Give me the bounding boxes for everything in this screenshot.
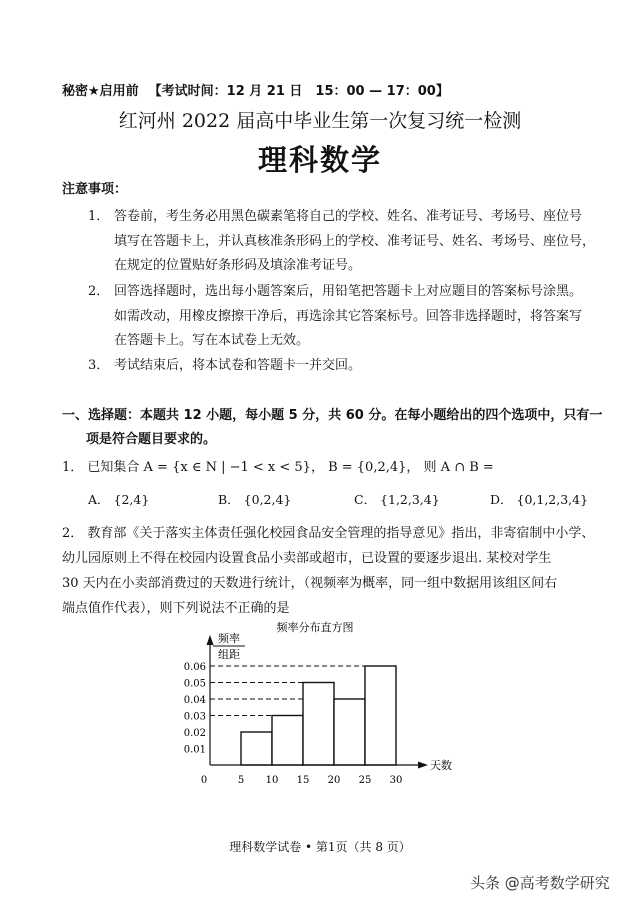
x-tick-label: 10 bbox=[265, 775, 279, 785]
note-1-line-1: 1． 答卷前，考生务必用黑色碳素笔将自己的学校、姓名、准考证号、考场号、座位号 bbox=[88, 209, 583, 224]
y-tick-label: 0.01 bbox=[183, 744, 206, 756]
secret-label: 秘密★启用前 bbox=[62, 84, 139, 99]
q1-option-d: D． {0,1,2,3,4} bbox=[490, 492, 589, 507]
y-tick-label: 0.04 bbox=[183, 695, 206, 706]
histogram bbox=[0, 615, 640, 785]
note-2-line-3: 在答题卡上。写在本试卷上无效。 bbox=[114, 333, 310, 348]
q1-option-c: C． {1,2,3,4} bbox=[354, 492, 440, 507]
histogram-bar bbox=[303, 683, 334, 766]
exam-time: 【考试时间：12 月 21 日 15：00 — 17：00】 bbox=[148, 84, 449, 99]
note-2-line-1: 2． 回答选择题时，选出每小题答案后，用铅笔把答题卡上对应题目的答案标号涂黑。 bbox=[88, 284, 583, 299]
histogram-bar bbox=[334, 699, 365, 765]
q2-line-4: 端点值作代表），则下列说法不正确的是 bbox=[62, 601, 290, 616]
x-tick-label: 25 bbox=[358, 775, 372, 785]
exam-title: 红河州 2022 届高中毕业生第一次复习统一检测 bbox=[118, 110, 522, 132]
histogram-bar bbox=[365, 666, 396, 765]
q2-line-3: 30 天内在小卖部消费过的天数进行统计，（视频率为概率，同一组中数据用该组区间右 bbox=[62, 576, 558, 591]
watermark: 头条 @高考数学研究 bbox=[470, 874, 610, 892]
histogram-bar bbox=[241, 732, 272, 765]
section1-line-1: 一、选择题：本题共 12 小题，每小题 5 分，共 60 分。在每小题给出的四个选项中，只有一 bbox=[62, 408, 603, 423]
histogram-bar bbox=[272, 716, 303, 766]
q1-stem: 1． 已知集合 A = {x ∈ N | −1 < x < 5}， B = {0,2,4}， 则 A ∩ B = bbox=[62, 460, 494, 475]
y-axis-label-top: 频率 bbox=[218, 632, 240, 645]
note-1-line-3: 在规定的位置贴好条形码及填涂准考证号。 bbox=[114, 258, 362, 273]
q2-line-2: 幼儿园原则上不得在校园内设置食品小卖部或超市，已设置的要逐步退出. 某校对学生 bbox=[62, 551, 552, 566]
y-tick-label: 0.06 bbox=[183, 662, 206, 673]
exam-header bbox=[62, 80, 449, 99]
notes-heading: 注意事项： bbox=[62, 182, 128, 197]
section1-line-2: 项是符合题目要求的。 bbox=[86, 432, 217, 447]
chart-title: 频率分布直方图 bbox=[276, 621, 354, 634]
note-1-line-2: 填写在答题卡上，并认真核准条形码上的学校、准考证号、姓名、考场号、座位号， bbox=[114, 234, 596, 249]
x-tick-label: 30 bbox=[389, 775, 403, 785]
y-tick-label: 0.03 bbox=[183, 711, 206, 723]
x-tick-label: 5 bbox=[237, 775, 245, 785]
x-tick-label: 20 bbox=[327, 775, 341, 785]
y-tick-label: 0.05 bbox=[183, 678, 206, 690]
q2-line-1: 2． 教育部《关于落实主体责任强化校园食品安全管理的指导意见》指出，非寄宿制中小学、 bbox=[62, 526, 595, 541]
x-tick-label: 15 bbox=[296, 775, 310, 785]
x-tick-label: 0 bbox=[200, 775, 208, 785]
y-axis-label-bottom: 组距 bbox=[218, 648, 240, 661]
page-footer: 理科数学试卷 • 第1页（共 8 页） bbox=[229, 840, 411, 854]
note-2-line-2: 如需改动，用橡皮擦擦干净后，再选涂其它答案标号。回答非选择题时，将答案写 bbox=[114, 309, 583, 324]
q1-option-a: A． {2,4} bbox=[88, 492, 150, 507]
note-3-line-1: 3． 考试结束后，将本试卷和答题卡一并交回。 bbox=[88, 358, 362, 373]
exam-subject: 理科数学 bbox=[257, 143, 382, 177]
x-axis-arrow bbox=[418, 762, 428, 769]
q1-option-b: B． {0,2,4} bbox=[218, 492, 292, 507]
y-tick-label: 0.02 bbox=[183, 728, 206, 739]
x-axis-label: 天数 bbox=[430, 759, 452, 772]
y-axis-arrow bbox=[207, 635, 214, 645]
